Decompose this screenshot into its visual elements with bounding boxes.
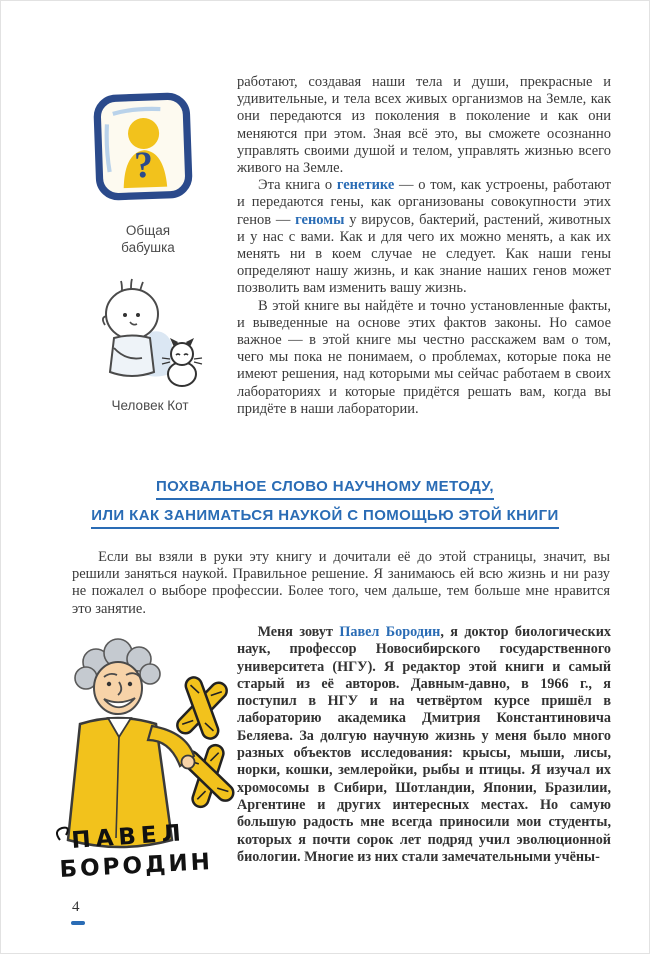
section-heading-line-1: ПОХВАЛЬНОЕ СЛОВО НАУЧНОМУ МЕТОДУ, [156,478,494,500]
section-heading [0,478,650,529]
man-body [110,336,154,377]
text-segment: у вирусов, бактерий, растений, животных и у нас с вами. Как и для чего их можно менять, а как их менять ни в коем случае не следует. Как наши гены определяют нашу жизнь, и как знание наших генов может позволить вам изменить вашу жизнь. [237,211,611,297]
paragraph-intro-2 [237,177,611,297]
author-name: Павел Бородин [339,624,441,640]
swirl-decoration [57,828,68,840]
paragraph-author [237,624,611,866]
page-number-underline [71,921,85,925]
eye [128,682,132,686]
chromosome [172,672,231,743]
text-segment: Эта книга о [258,177,337,194]
man-head [106,289,158,339]
paragraph-intro-3: В этой книге вы найдёте и точно установленные факты, и выведенные на основе этих фактов законы. Но самое важное — в этой книге мы честно расскажем вам о том, чего мы пока не понимаем, о проблемах, которые пока не имеют решения, над которыми мы сейчас работаем в своих лабораториях и которые придётся решать вам, когда вы придёте в наши лаборатории. [237,297,611,417]
figure-caption-mancat: Человек Кот [111,398,189,413]
term-genetics: генетике [336,177,395,194]
man-eye [136,313,140,317]
question-mark-glyph: ? [133,144,154,187]
handwritten-name-line-1: ПАВЕЛ [70,820,187,854]
section-heading-line-2: ИЛИ КАК ЗАНИМАТЬСЯ НАУКОЙ С ПОМОЩЬЮ ЭТОЙ КНИГИ [91,507,558,529]
mancat-illustration [86,278,208,392]
term-genomes: геномы [295,211,345,228]
man-eye [123,313,127,317]
granny-illustration [90,90,196,204]
intro-text-column [237,74,611,418]
text-segment: , я доктор биологических наук, профессор Новосибирского государственного университета (НГУ). Я редактор этой книги и самый старый из её авторов. Давным-давно, в 1966 г., я поступил в НГУ и на четвёртом курсе пришёл в лабораторию академика Дмитрия Константиновича Беляева. За долгую научную жизнь у меня было много разных объектов исследования: крысы, мыши, лисы, норки, кошки, землеройки, рыбы и птицы. Я изучал их хромосомы в Сибири, Шотландии, Японии, Бразилии, Аргентине и других интересных местах. Но самую большую радость мне всегда приносили мои студенты, которых я почти сорок лет подряд учил эволюционной биологии. Многие из них стали замечательными учёны- [237,624,611,865]
paragraph-intro-1: работают, создавая наши тела и души, прекрасные и удивительные, и тела всех живых организмов на Земле, как они передаются из поколения в поколение и как они меняются при этом. Зная всё это, вы сможете осознанно управлять своими душой и телом, управлять жизнью всего живого на Земле. [237,74,611,177]
borodin-figure [46,634,240,888]
page-number: 4 [72,899,80,915]
text-segment: — о том, как устроены, работают и передаются гены, как организованы совокупности этих генов — [237,177,611,228]
mancat-figure [86,278,208,392]
text-segment: Меня зовут [257,624,340,640]
eye [107,682,111,686]
borodin-illustration [46,634,240,888]
granny-figure [90,90,196,204]
figure-caption-granny: Общая бабушка [121,223,175,255]
hand [182,756,195,769]
handwritten-name-line-2: БОРОДИН [58,848,214,883]
paragraph-method: Если вы взяли в руки эту книгу и дочитали её до этой страницы, значит, вы решили заняться наукой. Правильное решение. Я занимаюсь ей всю жизнь и ни разу не пожалел о выборе профессии. Более того, чем дальше, тем больше мне нравится это занятие. [72,549,610,617]
